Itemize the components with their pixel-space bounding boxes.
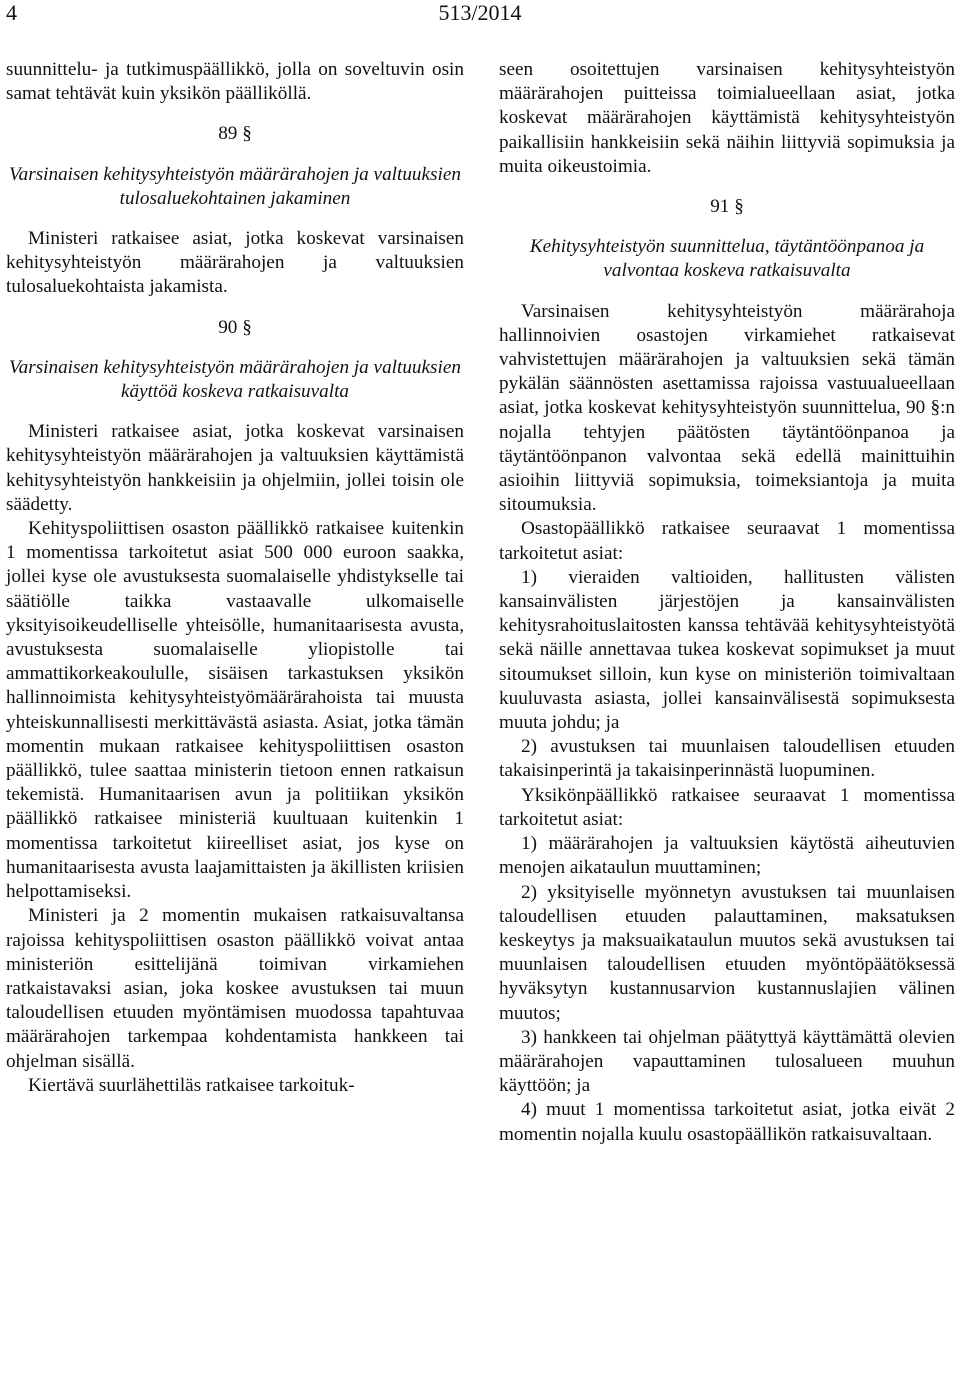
left-column <box>6 58 464 1098</box>
section-91-heading: Kehitysyhteistyön suunnittelua, täytäntöönpanoa ja valvontaa koskeva ratkaisuvalta <box>529 236 925 282</box>
section-90-paragraph-4: Kiertävä suurlähettiläs ratkaisee tarkoituk- <box>28 1074 355 1096</box>
issue-number: 513/2014 <box>438 0 522 25</box>
section-89-paragraph: Ministeri ratkaisee asiat, jotka koskevat varsinaisen kehitysyhteistyön määrärahojen ja valtuuksien tulosaluekohtaista jakamista. <box>6 228 464 298</box>
section-91-list-item: 3) hankkeen tai ohjelman päätyttyä käyttämättä olevien määrärahojen vapauttaminen tulosalueen muuhun käyttöön; ja <box>499 1026 955 1097</box>
section-91-paragraph-1: Varsinaisen kehitysyhteistyön määrärahoja hallinnoivien osastojen virkamiehet ratkaisevat vahvistettujen määrärahojen ja valtuuksien sekä tämän pykälän säännösten asettamissa rajoissa vastuualueellaan asiat, jotka koskevat kehitysyhteistyön suunnittelua, 90 §:n nojalla tehtyjen päätösten täytäntöönpanoa ja täytäntöönpanon valvontaa sekä edellä mainittuihin asioihin liittyviä sopimuksia, toimeksiantoja ja muita sitoumuksia. <box>499 300 955 516</box>
section-90-paragraph-2: Kehityspoliittisen osaston päällikkö ratkaisee kuitenkin 1 momentissa tarkoitetut asiat 500 000 euroon saakka, jollei kyse ole avustuksesta suomalaiselle yhdistykselle tai säätiölle taikka vastaavalle ulkomaiselle yksityisoikeudelliselle yhteisölle, humanitaarisesta avusta, avustuksesta suomalaiselle yliopistolle tai ammattikorkeakoululle, sisäisen tarkastuksen yksikön hallinnoimista kehitysyhteistyömäärärahoista tai muusta yhteiskunnallisesti merkittävästä asiasta. Asiat, jotka tämän momentin mukaan ratkaisee kehityspoliittisen osaston päällikkö, tulee saattaa ministerin tietoon ennen ratkaisun tekemistä. Humanitaarisen avun ja politiikan yksikön päällikkö ratkaisee ministeriä kuultuaan kuitenkin 1 momentissa tarkoitetut kiireelliset asiat, jos kyse on humanitaarisesta avusta laajamittaisten ja äkillisten kriisien helpottamiseksi. <box>6 518 464 903</box>
section-91-list-item: 4) muut 1 momentissa tarkoitetut asiat, jotka eivät 2 momentin nojalla kuulu osastopäällikön ratkaisuvaltaan. <box>499 1099 955 1145</box>
intro-paragraph: suunnittelu- ja tutkimuspäällikkö, jolla on soveltuvin osin samat tehtävät kuin yksikön päälliköllä. <box>6 59 464 105</box>
section-91-list-item: 1) määrärahojen ja valtuuksien käytöstä aiheutuvien menojen aikataulun muuttaminen; <box>499 833 955 879</box>
section-91-paragraph-2: Osastopäällikkö ratkaisee seuraavat 1 momentissa tarkoitetut asiat: <box>499 518 955 564</box>
continued-paragraph: seen osoitettujen varsinaisen kehitysyhteistyön määrärahojen puitteissa toimialueellaan asiat, jotka koskevat määrärahojen käyttämistä kehitysyhteistyön paikallisiin hankkeisiin sekä näihin liittyviä sopimuksia ja muita oikeustoimia. <box>499 59 955 177</box>
page-header <box>0 0 960 36</box>
section-91-list-item: 2) avustuksen tai muunlaisen taloudellisen etuuden takaisinperintä ja takaisinperinnästä luopuminen. <box>499 736 955 782</box>
right-column <box>499 58 955 1147</box>
section-90-number: 90 § <box>218 316 252 338</box>
section-91-number: 91 § <box>710 196 744 218</box>
section-91-list-item: 2) yksityiselle myönnetyn avustuksen tai muunlaisen taloudellisen etuuden palauttaminen, maksatuksen keskeytys ja maksuaikataulun muutos sekä avustuksen tai muunlaisen taloudellisen etuuden myöntöpäätöksessä hyväksytyn kustannusarvion kustannuslajien välinen muutos; <box>499 881 955 1024</box>
section-90-paragraph-3: Ministeri ja 2 momentin mukaisen ratkaisuvaltansa rajoissa kehityspoliittisen osaston päällikkö voivat antaa ministeriön esittelijänä toimivan virkamiehen ratkaistavaksi asian, joka koskee avustuksen tai muun taloudellisen etuuden myöntämisen muodossa tapahtuvaa määrärahojen tarkempaa kohdentamista hankkeen tai ohjelman sisällä. <box>6 905 464 1072</box>
section-90-paragraph-1: Ministeri ratkaisee asiat, jotka koskevat varsinaisen kehitysyhteistyön määrärahojen ja valtuuksien käyttämistä kehitysyhteistyön hankkeisiin ja ohjelmiin, jollei toisin ole säädetty. <box>6 421 464 515</box>
section-89-number: 89 § <box>218 123 252 145</box>
section-89-heading: Varsinaisen kehitysyhteistyön määrärahojen ja valtuuksien tulosaluekohtainen jakaminen <box>9 163 461 209</box>
section-90-heading: Varsinaisen kehitysyhteistyön määrärahojen ja valtuuksien käyttöä koskeva ratkaisuvalta <box>9 356 461 403</box>
section-91-list-item: 1) vieraiden valtioiden, hallitusten välisten kansainvälisten järjestöjen ja kansainvälisten kehitysrahoituslaitosten kanssa tehtävää kehitysyhteistyötä sekä näille annettavaa tukea koskevat sopimukset ja muut sitoumukset silloin, kun kyse on ministeriön toimivaltaan kuuluvasta asiasta, jollei kansainvälisestä sopimuksesta muuta johdu; ja <box>499 566 955 734</box>
page-number: 4 <box>6 0 17 25</box>
section-91-paragraph-3: Yksikönpäällikkö ratkaisee seuraavat 1 momentissa tarkoitetut asiat: <box>499 784 955 830</box>
